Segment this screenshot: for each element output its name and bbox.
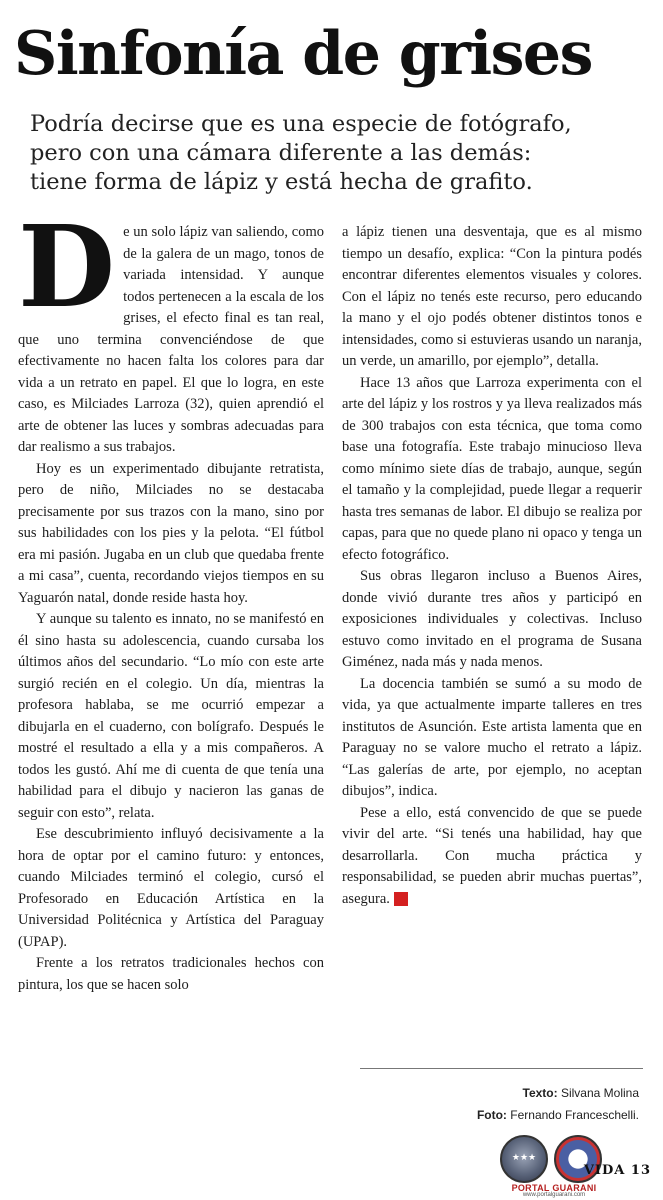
article-deck [30,110,650,197]
body-paragraph: La docencia también se sumó a su modo de vida, ya que actualmente imparte talleres en tres institutos de Asunción. Este artista lamenta que en Paraguay no se valore mucho el retrato a lápiz. “Las galerías de arte, por ejemplo, no aceptan dibujos”, indica. [342,675,642,799]
article-credits [477,1082,639,1126]
body-paragraph: Ese descubrimiento influyó decisivamente a la hora de optar por el camino futuro: y entonces, cuando Milciades terminó el colegio, cursó el Profesorado en Educación Artística en la Universidad Politécnica y Artística del Paraguay (UPAP). [18,826,324,950]
text-credit-label: Texto: [522,1086,558,1100]
photo-credit [477,1104,639,1126]
body-paragraph: Hoy es un experimentado dibujante retratista, pero de niño, Milciades no se destacaba precisamente por sus trazos con la mano, sino por sus habilidades con los pies y la pelota. “El fútbol era mi pasión. Jugaba en un club que quedaba frente a mi casa”, cuenta, recordando viejos tiempos en su Yaguarón natal, donde reside hasta hoy. [18,460,324,606]
article-column-left [18,202,324,996]
seal-icon [500,1135,548,1183]
credits-divider [360,1068,643,1069]
deck-line: pero con una cámara diferente a las demás: [30,140,532,166]
logo-url-text: www.portalguarani.com [522,1192,586,1198]
body-paragraph: Sus obras llegaron incluso a Buenos Aires, donde vivió durante tres años y participó en exposiciones individuales y colectivas. Incluso estuvo como invitado en el programa de Susana Giménez, nada más y nada menos. [342,568,642,670]
text-credit-name: Silvana Molina [560,1086,639,1100]
article-column-right [342,222,642,910]
body-paragraph: a lápiz tienen una desventaja, que es al mismo tiempo un desafío, explica: “Con la pintura podés encontrar diferentes elementos visuales y colores. Con el lápiz no tenés este recurso, pero educando la mano y el ojo podés obtener distintos tonos e intensidades, como si estuvieras usando un naranja, un verde, un amarillo, por ejemplo”, detalla. [342,224,642,369]
drop-cap: D [18,202,116,333]
photo-credit-label: Foto: [476,1108,507,1122]
body-paragraph: Frente a los retratos tradicionales hechos con pintura, los que se hacen solo [18,955,324,993]
deck-line: Podría decirse que es una especie de fotógrafo, [30,111,572,137]
deck-line: tiene forma de lápiz y está hecha de grafito. [30,169,533,195]
logo-stars: ★★★ [511,1153,537,1163]
text-credit [477,1082,639,1104]
body-paragraph: Y aunque su talento es innato, no se manifestó en él sino hasta su adolescencia, cuando cursaba los últimos años del secundario. “Lo mío con este arte surgió recién en el colegio. Un día, mientras la profesora hablaba, se me ocurrió empezar a dibujarla en el cuaderno, con bolígrafo. Después le mostré el resultado a ella y a mis compañeros. A todos les gustó. Ahí me di cuenta de que tenía una habilidad para el dibujo y nacieron las ganas de seguir con esto”, relata. [18,611,324,821]
body-paragraph: Hace 13 años que Larroza experimenta con el arte del lápiz y los rostros y ya lleva realizados más de 300 trabajos con esta técnica, que toma como base una fotografía. Este trabajo minucioso lleva como mínimo siete días de trabajo, aunque, según el tamaño y la complejidad, puede llegar a requerir hasta tres semanas de labor. El dibujo se realiza por capas, para que no quede plano ni opaco y tenga un efecto fotográfico. [342,374,642,563]
last-paragraph-text: Pese a ello, está convencido de que se puede vivir del arte. “Si tenés una habilidad, hay que desarrollarla. Con mucha práctica y responsabilidad, se pueden abrir muchas puertas”, asegura. [342,804,642,907]
page-folio: VIDA 13 [583,1163,651,1178]
article-title: Sinfonía de grises [14,19,592,89]
body-paragraph [342,803,642,911]
logo-brand-text: PORTAL GUARANI [511,1183,597,1193]
end-of-article-mark: V [394,892,408,906]
body-paragraph: e un solo lápiz van saliendo, como de la galera de un mago, tonos de variada intensidad. Y aunque todos pertenecen a la escala de los grises, el efecto final es tan real, que uno termina convenciéndose de que efectivamente no hacen falta los colores para dar vida a un retrato en papel. El que lo logra, en este caso, es Milciades Larroza (32), quien aprendió el arte de obtener las luces y sombras adecuadas para dar realismo a sus trabajos. [18,224,324,455]
photo-credit-name: Fernando Franceschelli. [510,1108,639,1122]
